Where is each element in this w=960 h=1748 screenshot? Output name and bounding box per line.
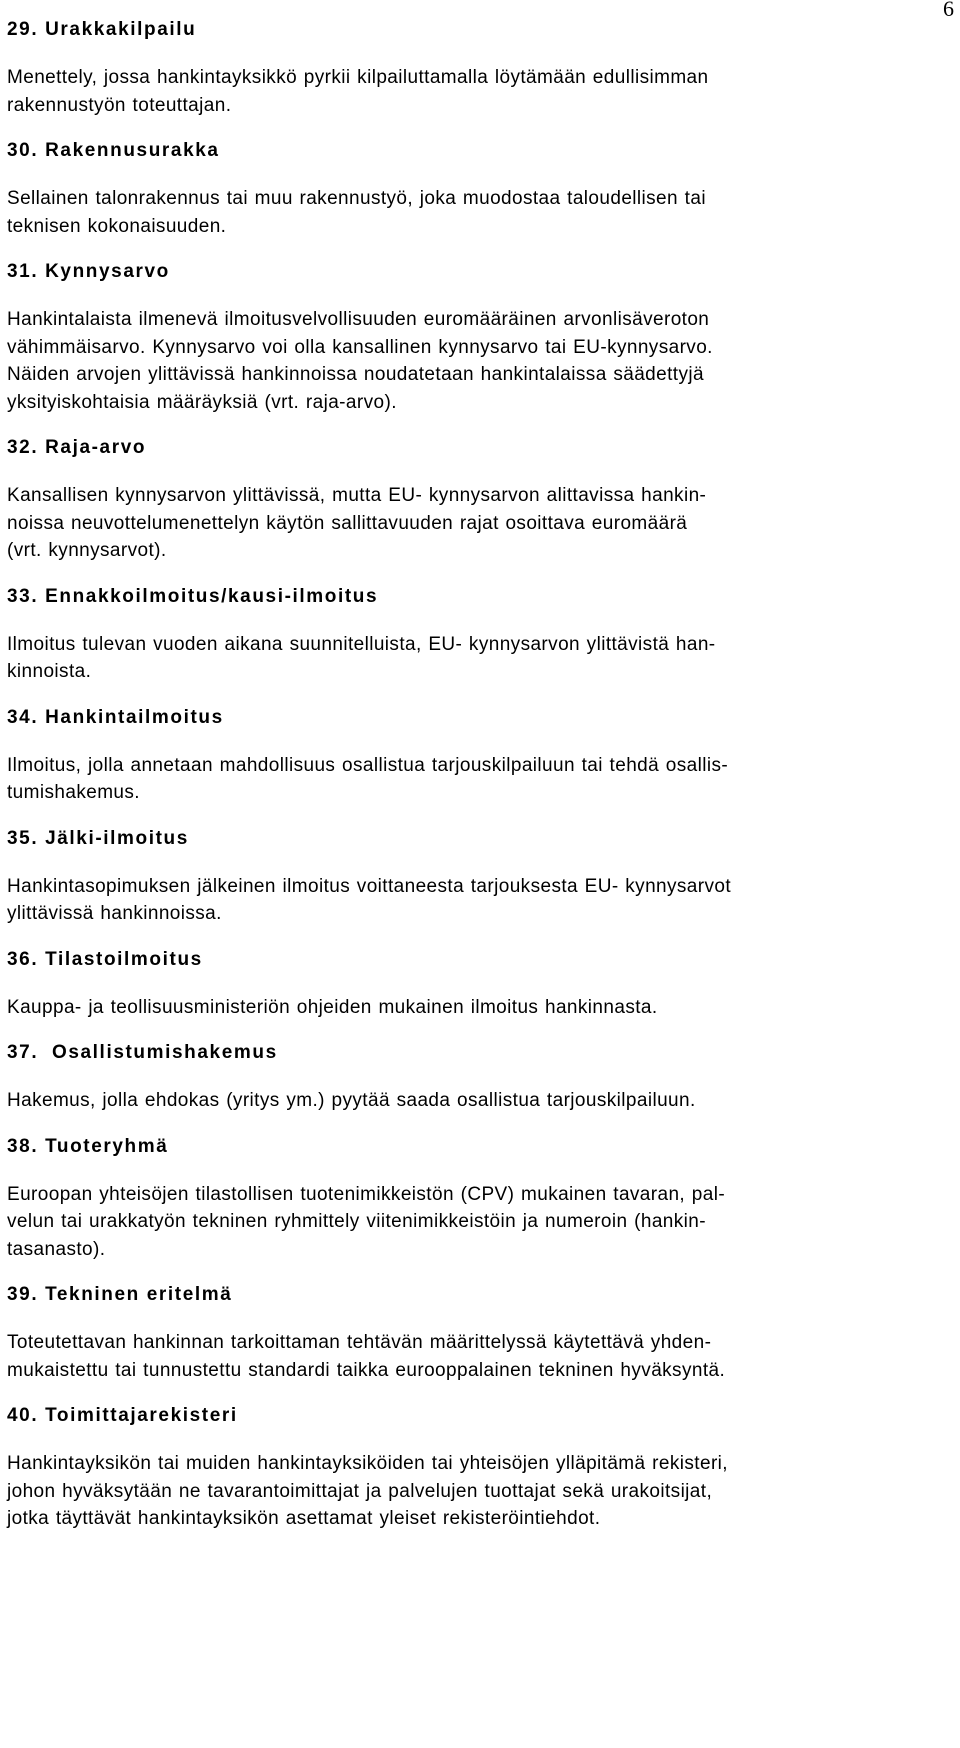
definition-line: Hankintalaista ilmenevä ilmoitusvelvollisuuden euromääräinen arvonlisäveroton — [7, 309, 710, 330]
term-heading: 36. Tilastoilmoitus — [7, 948, 203, 970]
definition-line: Ilmoitus tulevan vuoden aikana suunnitelluista, EU- kynnysarvon ylittävistä han- — [7, 633, 716, 655]
term-heading: 32. Raja-arvo — [7, 437, 147, 458]
definition-line: Kansallisen kynnysarvon ylittävissä, mutta EU- kynnysarvon alittavissa hankin- — [7, 485, 707, 506]
glossary-term-33 — [7, 584, 947, 686]
glossary-term-29 — [7, 17, 947, 119]
definition-line: tasanasto). — [7, 1238, 106, 1260]
term-definition — [7, 752, 947, 807]
page-number: 6 — [943, 0, 954, 21]
definition-line: yksityiskohtaisia määräyksiä (vrt. raja-arvo). — [7, 391, 397, 413]
term-definition — [7, 1329, 947, 1384]
definition-line: vähimmäisarvo. Kynnysarvo voi olla kansallinen kynnysarvo tai EU-kynnysarvo. — [7, 336, 713, 358]
glossary-term-39 — [7, 1282, 947, 1384]
term-heading: 33. Ennakkoilmoitus/kausi-ilmoitus — [7, 585, 379, 607]
definition-line: Sellainen talonrakennus tai muu rakennustyö, joka muodostaa taloudellisen tai — [7, 188, 706, 209]
term-heading: 34. Hankintailmoitus — [7, 706, 224, 728]
term-heading: 37. Osallistumishakemus — [7, 1042, 278, 1063]
term-definition — [7, 1450, 947, 1533]
definition-line: Toteutettavan hankinnan tarkoittaman tehtävän määrittelyssä käytettävä yhden- — [7, 1332, 712, 1353]
definition-line: tumishakemus. — [7, 782, 140, 803]
definition-line: johon hyväksytään ne tavarantoimittajat ja palvelujen tuottajat sekä urakoitsijat, — [7, 1480, 713, 1502]
definition-line: Ilmoitus, jolla annetaan mahdollisuus osallistua tarjouskilpailuun tai tehdä osallis- — [7, 754, 729, 776]
term-heading: 39. Tekninen eritelmä — [7, 1284, 233, 1305]
term-definition — [7, 64, 947, 119]
glossary-term-31 — [7, 259, 947, 416]
definition-line: kinnoista. — [7, 661, 92, 682]
term-definition — [7, 1087, 947, 1115]
glossary-term-32 — [7, 435, 947, 565]
definition-line: Hankintasopimuksen jälkeinen ilmoitus voittaneesta tarjouksesta EU- kynnysarvot — [7, 875, 732, 897]
glossary-term-30 — [7, 138, 947, 240]
term-definition — [7, 873, 947, 928]
definition-line: Hakemus, jolla ehdokas (yritys ym.) pyytää saada osallistua tarjouskilpailuun. — [7, 1090, 696, 1111]
definition-line: Euroopan yhteisöjen tilastollisen tuotenimikkeistön (CPV) mukainen tavaran, pal- — [7, 1183, 726, 1205]
definition-line: mukaistettu tai tunnustettu standardi taikka eurooppalainen tekninen hyväksyntä. — [7, 1359, 726, 1381]
definition-line: teknisen kokonaisuuden. — [7, 215, 227, 237]
definition-line: Näiden arvojen ylittävissä hankinnoissa noudatetaan hankintalaissa säädettyjä — [7, 364, 704, 385]
glossary-term-40 — [7, 1403, 947, 1533]
definition-line: rakennustyön toteuttajan. — [7, 94, 232, 116]
term-heading: 35. Jälki-ilmoitus — [7, 827, 189, 849]
glossary-term-34 — [7, 705, 947, 807]
term-heading: 38. Tuoteryhmä — [7, 1135, 169, 1157]
definition-line: Menettely, jossa hankintayksikkö pyrkii kilpailuttamalla löytämään edullisimman — [7, 67, 709, 88]
definition-line: Kauppa- ja teollisuusministeriön ohjeiden mukainen ilmoitus hankinnasta. — [7, 996, 658, 1018]
glossary-term-38 — [7, 1134, 947, 1264]
definition-line: (vrt. kynnysarvot). — [7, 540, 167, 561]
glossary-term-36 — [7, 947, 947, 1022]
glossary-list — [7, 17, 947, 1552]
glossary-term-37 — [7, 1040, 947, 1115]
term-definition — [7, 306, 947, 416]
term-definition — [7, 482, 947, 565]
definition-line: jotka täyttävät hankintayksikön asettamat yleiset rekisteröintiehdot. — [7, 1508, 601, 1529]
term-definition — [7, 1181, 947, 1264]
term-definition — [7, 994, 947, 1022]
definition-line: ylittävissä hankinnoissa. — [7, 903, 222, 924]
definition-line: velun tai urakkatyön tekninen ryhmittely viitenimikkeistöin ja numeroin (hankin- — [7, 1211, 706, 1232]
term-heading: 29. Urakkakilpailu — [7, 19, 197, 40]
definition-line: Hankintayksikön tai muiden hankintayksiköiden tai yhteisöjen ylläpitämä rekisteri, — [7, 1453, 728, 1474]
definition-line: noissa neuvottelumenettelyn käytön sallittavuuden rajat osoittava euromäärä — [7, 512, 688, 534]
glossary-term-35 — [7, 826, 947, 928]
term-heading: 40. Toimittajarekisteri — [7, 1405, 238, 1426]
term-heading: 31. Kynnysarvo — [7, 261, 170, 282]
term-definition — [7, 185, 947, 240]
term-heading: 30. Rakennusurakka — [7, 140, 220, 161]
term-definition — [7, 631, 947, 686]
